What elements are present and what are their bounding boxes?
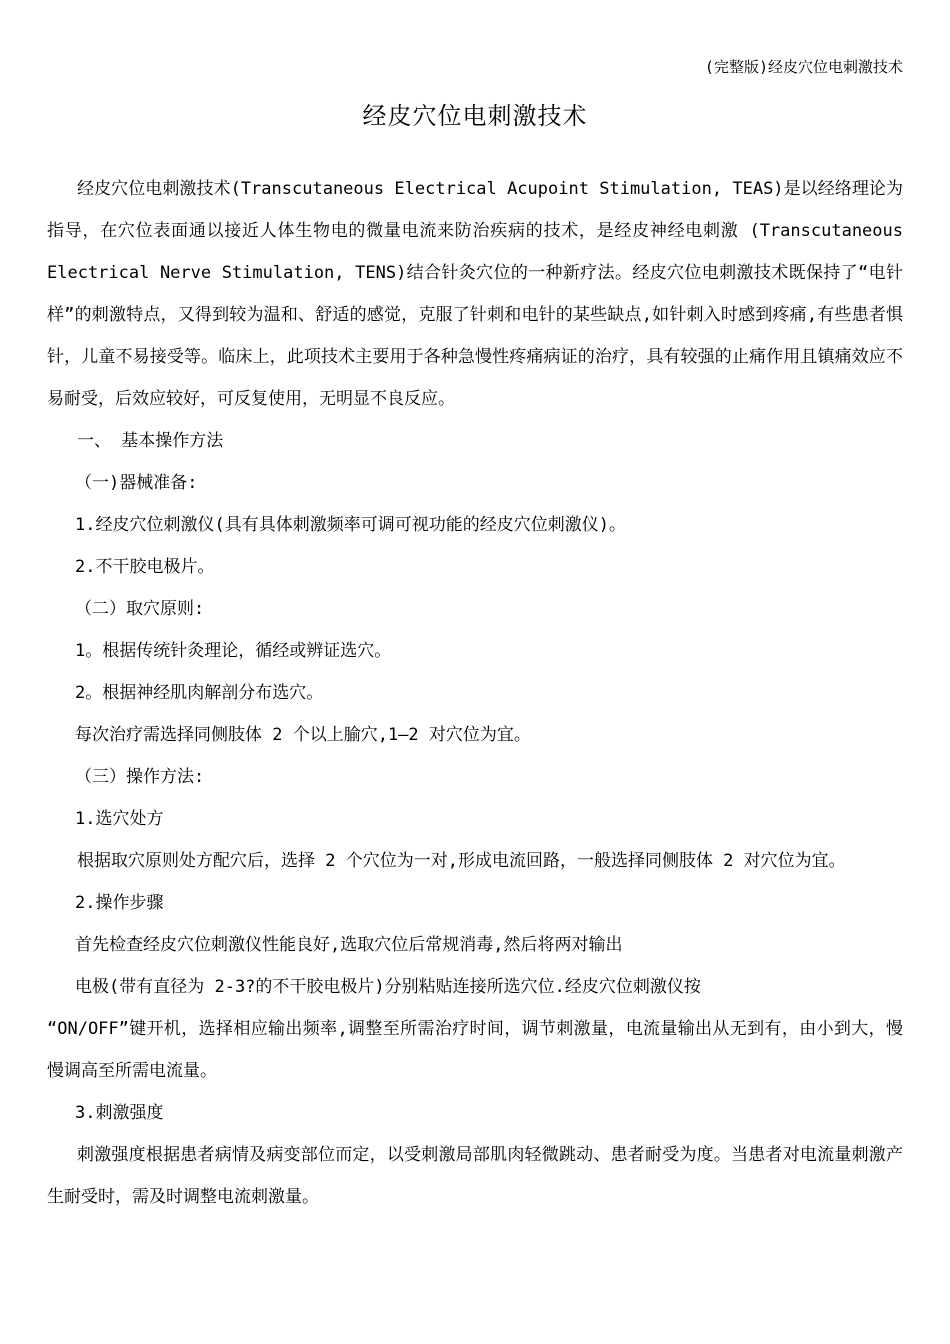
document-title: 经皮穴位电刺激技术 bbox=[362, 102, 588, 130]
document-body bbox=[47, 168, 903, 1218]
step-heading-intensity: 3.刺激强度 bbox=[75, 1103, 164, 1123]
list-item-stimulator: 1.经皮穴位刺激仪(具有具体刺激频率可调可视功能的经皮穴位刺激仪)。 bbox=[75, 515, 626, 535]
intro-paragraph: 经皮穴位电刺激技术(Transcutaneous Electrical Acupoint Stimulation, TEAS)是以经络理论为指导，在穴位表面通以接近人体生物电的微量电流来防治疾病的技术，是经皮神经电刺激 (Transcutaneous Electrical Nerve Stimulation, TENS)结合针灸穴位的一种新疗法。经皮穴位电刺激技术既保持了“电针样”的刺激特点，又得到较为温和、舒适的感觉，克服了针刺和电针的某些缺点,如针刺入时感到疼痛,有些患者惧针，儿童不易接受等。临床上，此项技术主要用于各种急慢性疼痛病证的治疗，具有较强的止痛作用且镇痛效应不易耐受，后效应较好，可反复使用，无明显不良反应。 bbox=[47, 179, 903, 409]
paragraph-procedure-2: 电极(带有直径为 2-3?的不干胶电极片)分别粘贴连接所选穴位.经皮穴位刺激仪按 bbox=[75, 977, 701, 997]
step-heading-procedure: 2.操作步骤 bbox=[75, 893, 164, 913]
running-header: (完整版)经皮穴位电刺激技术 bbox=[704, 58, 903, 76]
subsection-heading-point-selection: （二）取穴原则: bbox=[75, 599, 205, 619]
list-item-traditional-theory: 1。根据传统针灸理论，循经或辨证选穴。 bbox=[75, 641, 392, 661]
paragraph-procedure-3: “ON/OFF”键开机，选择相应输出频率,调整至所需治疗时间，调节刺激量，电流量输出从无到有，由小到大，慢慢调高至所需电流量。 bbox=[47, 1019, 903, 1081]
paragraph-prescription: 根据取穴原则处方配穴后，选择 2 个穴位为一对,形成电流回路，一般选择同侧肢体 2 对穴位为宜。 bbox=[77, 851, 846, 871]
step-heading-prescription: 1.选穴处方 bbox=[75, 809, 164, 829]
list-item-electrode: 2.不干胶电极片。 bbox=[75, 557, 215, 577]
section-heading-basic-method: 一、 基本操作方法 bbox=[77, 431, 224, 451]
paragraph-intensity: 刺激强度根据患者病情及病变部位而定，以受刺激局部肌肉轻微跳动、患者耐受为度。当患者对电流量刺激产生耐受时，需及时调整电流刺激量。 bbox=[47, 1145, 903, 1207]
subsection-heading-equipment: （一)器械准备: bbox=[75, 473, 198, 493]
list-item-neuromuscular: 2。根据神经肌肉解剖分布选穴。 bbox=[75, 683, 324, 703]
subsection-heading-operation: （三）操作方法: bbox=[75, 767, 205, 787]
paragraph-points-per-session: 每次治疗需选择同侧肢体 2 个以上腧穴,1—2 对穴位为宜。 bbox=[75, 725, 531, 745]
paragraph-procedure-1: 首先检查经皮穴位刺激仪性能良好,选取穴位后常规消毒,然后将两对输出 bbox=[75, 935, 623, 955]
